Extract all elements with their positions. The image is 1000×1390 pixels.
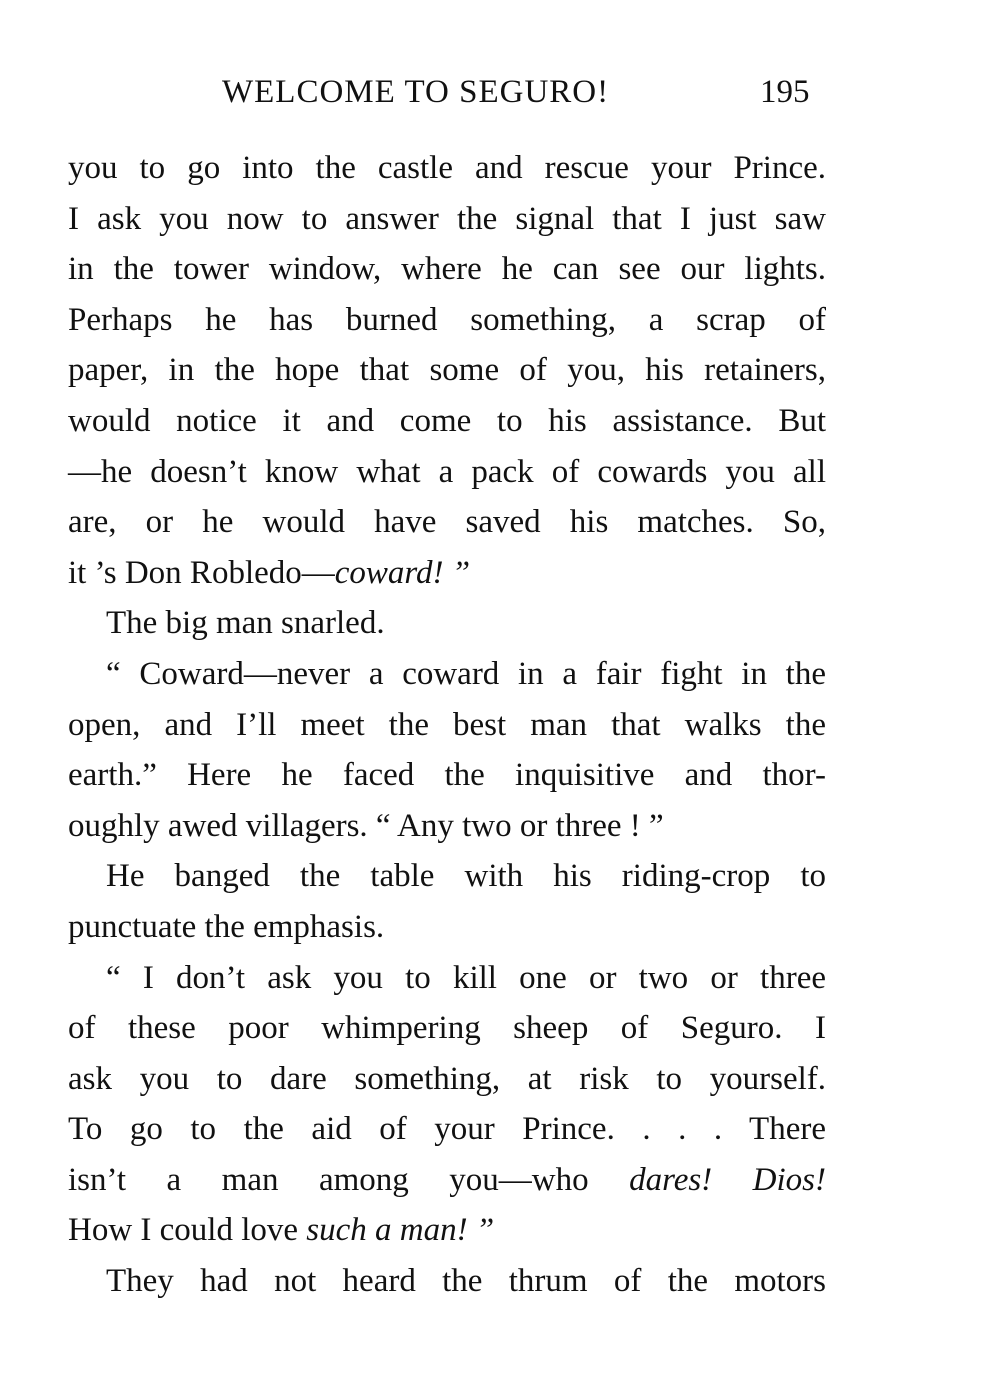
paragraph-start-line: “ I don’t ask you to kill one or two or three — [106, 959, 826, 996]
page-number: 195 — [760, 74, 810, 110]
text-line — [68, 548, 826, 599]
italic-text: such a man! ” — [306, 1212, 495, 1249]
body-text — [68, 143, 826, 1307]
text-line: oughly awed villagers. “ Any two or three ! ” — [68, 807, 664, 844]
running-head: WELCOME TO SEGURO! — [222, 74, 610, 110]
text-segment — [712, 1162, 752, 1198]
text-line: open, and I’ll meet the best man that walks the — [68, 706, 826, 743]
text-line: paper, in the hope that some of you, his retainers, — [68, 352, 826, 389]
text-line: —he doesn’t know what a pack of cowards you all — [68, 453, 826, 490]
text-line: To go to the aid of your Prince. . . . There — [68, 1111, 826, 1148]
text-line: earth.” Here he faced the inquisitive and thor- — [68, 757, 826, 794]
text-line: of these poor whimpering sheep of Seguro. I — [68, 1010, 826, 1047]
page-header — [0, 70, 1000, 120]
text-segment: isn’t a man among you—who — [68, 1161, 630, 1198]
text-line: I ask you now to answer the signal that I just saw — [68, 200, 826, 237]
paragraph-start-line: He banged the table with his riding-crop to — [106, 858, 826, 895]
text-segment: it ’s Don Robledo— — [68, 554, 335, 591]
text-line: are, or he would have saved his matches. So, — [68, 504, 826, 541]
text-line — [68, 1155, 826, 1206]
italic-text: dares! — [629, 1161, 713, 1198]
text-line: would notice it and come to his assistance. But — [68, 402, 826, 439]
paragraph-start-line: The big man snarled. — [106, 605, 385, 642]
text-line — [68, 1205, 826, 1256]
italic-text: Dios! — [752, 1161, 827, 1198]
text-line: ask you to dare something, at risk to yourself. — [68, 1060, 826, 1097]
text-line: you to go into the castle and rescue your Prince. — [68, 150, 826, 186]
text-segment: How I could love — [68, 1212, 307, 1249]
paragraph-start-line: They had not heard the thrum of the motors — [106, 1263, 826, 1300]
text-line: in the tower window, where he can see our lights. — [68, 251, 826, 288]
text-line: punctuate the emphasis. — [68, 908, 385, 945]
text-line: Perhaps he has burned something, a scrap of — [68, 301, 826, 338]
italic-text: coward! ” — [334, 554, 471, 591]
paragraph-start-line: “ Coward—never a coward in a fair fight in the — [106, 655, 826, 692]
